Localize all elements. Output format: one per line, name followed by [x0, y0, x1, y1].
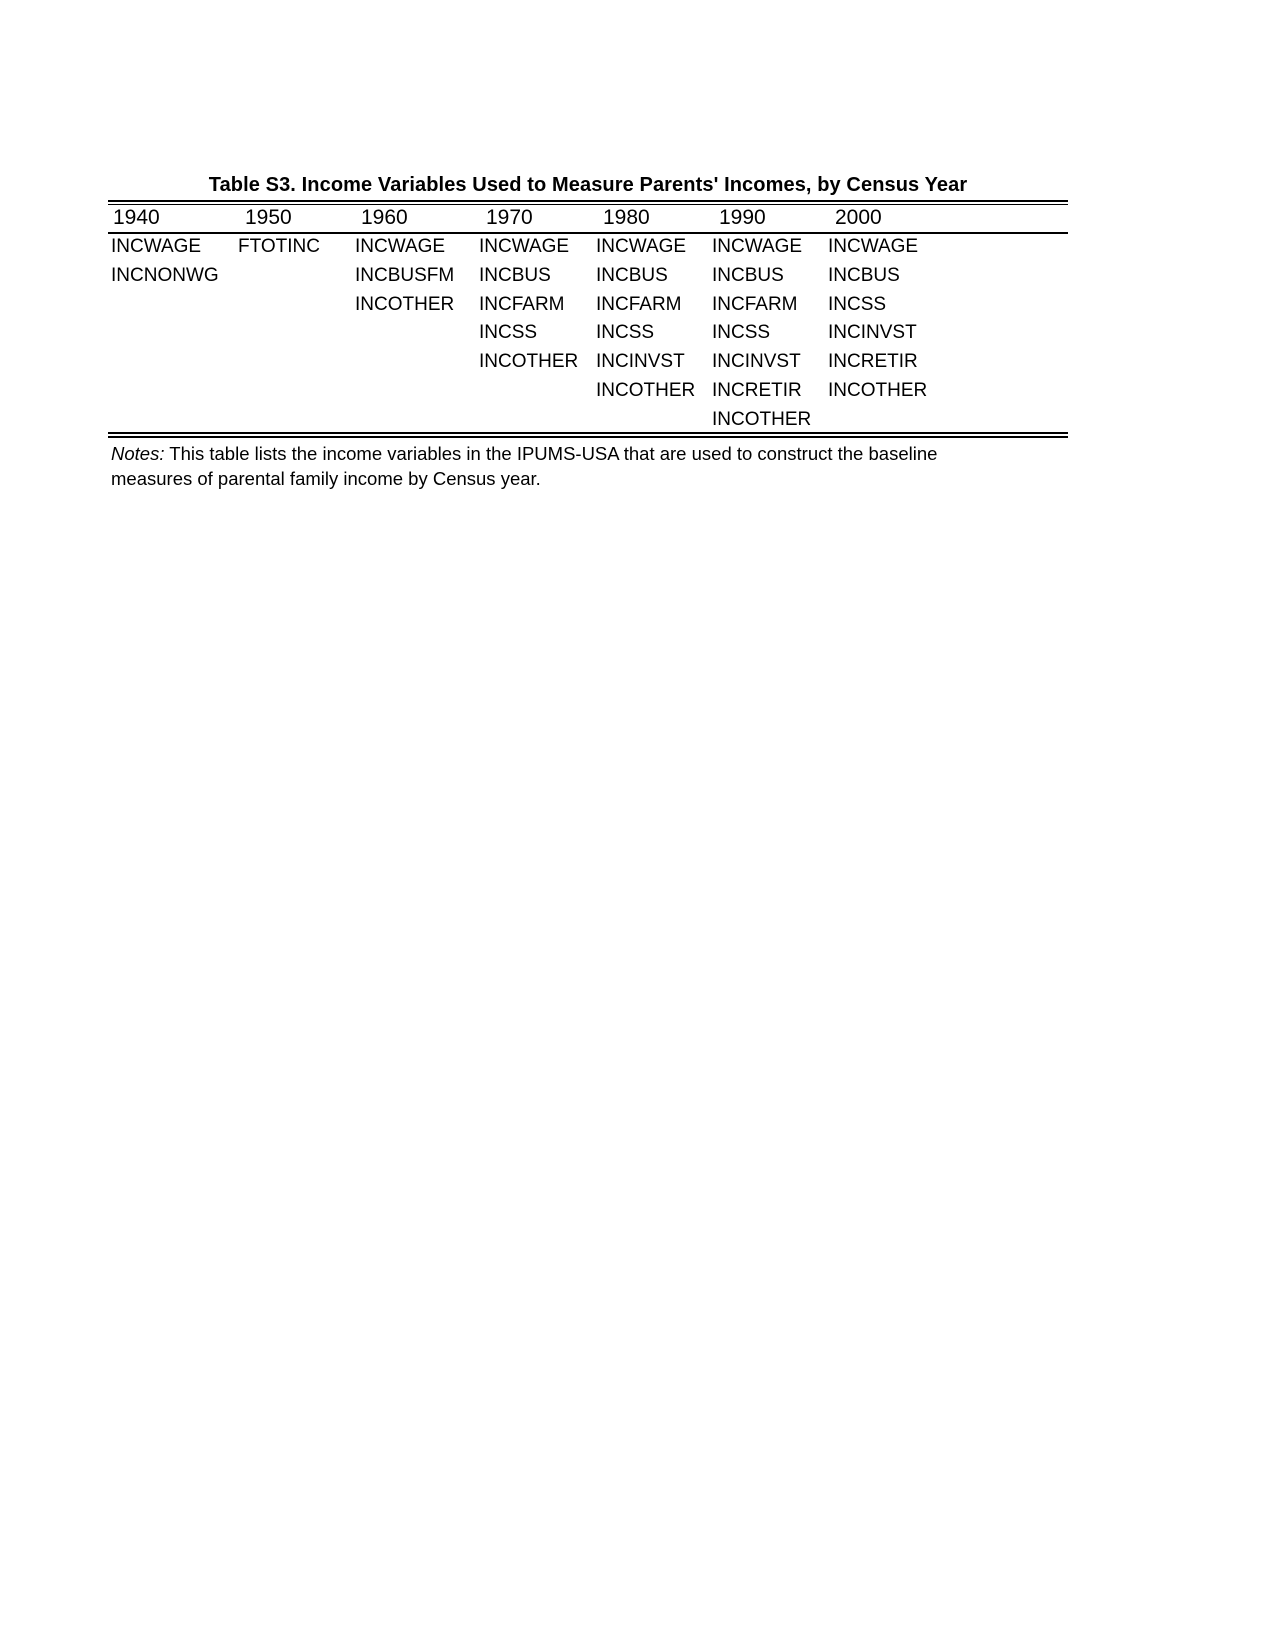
table-cell: INCWAGE	[479, 236, 570, 257]
table-cell: INCBUS	[712, 264, 784, 286]
table-cell: INCWAGE	[828, 236, 919, 257]
table-cell: INCOTHER	[355, 293, 455, 315]
table-cell: INCFARM	[712, 293, 798, 315]
bottom-rule	[108, 432, 1068, 434]
table-cell: INCINVST	[712, 351, 801, 373]
table-cell: INCNONWG	[111, 264, 219, 286]
column-header: 1980	[603, 206, 650, 229]
bottom-rule-2	[108, 436, 1068, 438]
header-rule	[108, 232, 1068, 234]
column-header: 1940	[113, 206, 160, 229]
table-cell: INCBUS	[596, 264, 668, 286]
table-cell: INCWAGE	[712, 236, 803, 257]
table-notes	[111, 441, 1071, 491]
table-cell: INCBUS	[828, 264, 900, 286]
table-cell: INCSS	[828, 293, 887, 315]
table-cell: INCWAGE	[111, 236, 202, 257]
table-cell: INCBUS	[479, 264, 551, 286]
notes-line2: measures of parental family income by Census year.	[111, 468, 541, 489]
table-cell: INCINVST	[596, 351, 685, 373]
table-title: Table S3. Income Variables Used to Measure Parents' Incomes, by Census Year	[208, 174, 968, 196]
table-cell: INCWAGE	[355, 236, 446, 257]
table-column	[238, 235, 320, 264]
notes-line1: This table lists the income variables in the IPUMS-USA that are used to construct the baseline	[164, 443, 938, 464]
table-column	[111, 235, 219, 293]
table-cell: INCFARM	[479, 293, 565, 315]
column-header: 1960	[361, 206, 408, 229]
table-cell: INCRETIR	[712, 379, 802, 401]
column-header: 1990	[719, 206, 766, 229]
column-header: 1970	[486, 206, 533, 229]
table-cell: INCWAGE	[596, 236, 687, 257]
table-cell: INCSS	[596, 322, 655, 344]
table-cell: INCBUSFM	[355, 264, 455, 286]
table-cell: INCSS	[479, 322, 538, 344]
column-header: 1950	[245, 206, 292, 229]
top-rule-2	[108, 204, 1068, 205]
table-cell: INCOTHER	[712, 408, 812, 430]
table-cell: INCFARM	[596, 293, 682, 315]
table-column	[596, 235, 695, 408]
table-cell: INCSS	[712, 322, 771, 344]
top-rule	[108, 200, 1068, 202]
table-column	[712, 235, 811, 437]
table-cell: INCRETIR	[828, 351, 918, 373]
table-column	[355, 235, 454, 321]
table-cell: INCINVST	[828, 322, 917, 344]
table-cell: FTOTINC	[238, 236, 320, 257]
table-cell: INCOTHER	[596, 379, 696, 401]
column-header: 2000	[835, 206, 882, 229]
table-cell: INCOTHER	[828, 379, 928, 401]
table-cell: INCOTHER	[479, 351, 579, 373]
table-column	[479, 235, 578, 379]
table-column	[828, 235, 927, 408]
notes-label: Notes:	[111, 443, 165, 464]
